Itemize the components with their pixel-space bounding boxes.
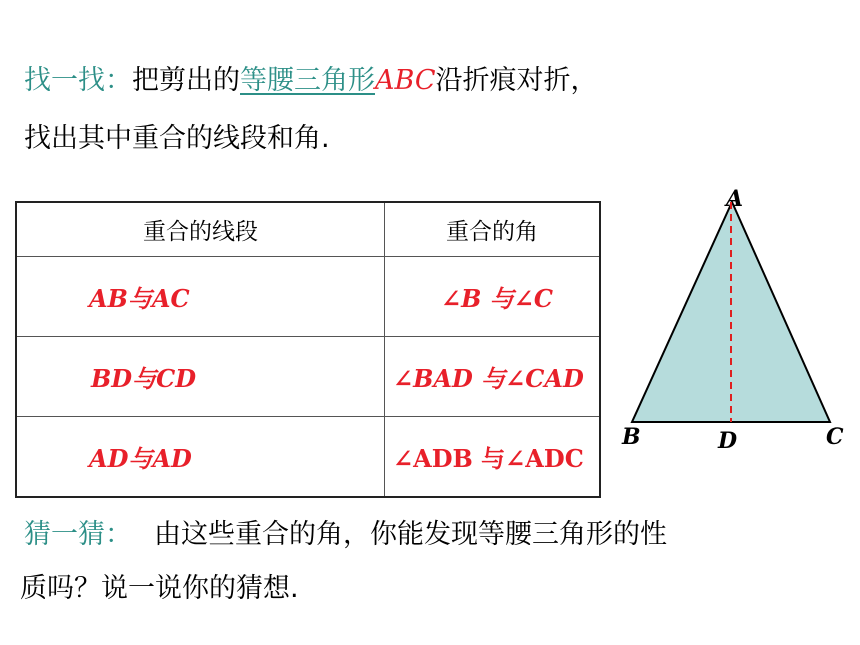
angles-cell	[385, 417, 601, 497]
angles-cell	[385, 257, 601, 337]
guess-text: 由这些重合的角，你能发现等腰三角形的性	[154, 519, 667, 550]
segments-answer: BD与CD	[91, 364, 197, 393]
segments-cell	[16, 417, 385, 497]
header-angles: 重合的角	[385, 202, 601, 257]
segments-cell	[16, 257, 385, 337]
segments-answer: AB与AC	[89, 284, 190, 313]
intro-text-post: 沿折痕对折，	[435, 65, 598, 96]
comparison-table	[15, 201, 601, 498]
triangle-name: ABC	[375, 65, 436, 96]
vertex-d-label: D	[718, 428, 738, 454]
intro-text-pre: 把剪出的	[132, 65, 240, 96]
vertex-a-label: A	[726, 186, 744, 212]
table-row	[16, 257, 600, 337]
segments-answer: AD与AD	[89, 443, 192, 473]
vertex-b-label: B	[622, 424, 641, 450]
guess-line-1	[24, 512, 667, 551]
isosceles-triangle-figure	[610, 180, 850, 460]
find-label: 找一找：	[24, 65, 132, 96]
guess-line-2: 质吗？说一说你的猜想.	[20, 573, 299, 604]
intro-line-1	[24, 58, 598, 97]
segments-cell	[16, 337, 385, 417]
vertex-c-label: C	[826, 424, 844, 450]
table-row	[16, 417, 600, 497]
angles-answer: ∠ADB 与∠ADC	[393, 443, 584, 473]
angles-cell	[385, 337, 601, 417]
table-row	[16, 337, 600, 417]
table-header-row	[16, 202, 600, 257]
isosceles-term-link[interactable]: 等腰三角形	[240, 65, 375, 96]
intro-line-2: 找出其中重合的线段和角.	[24, 123, 330, 154]
guess-label: 猜一猜：	[24, 519, 132, 550]
angles-answer: ∠BAD 与∠CAD	[393, 364, 584, 393]
header-segments: 重合的线段	[16, 202, 385, 257]
angles-answer: ∠B 与∠C	[441, 284, 553, 313]
